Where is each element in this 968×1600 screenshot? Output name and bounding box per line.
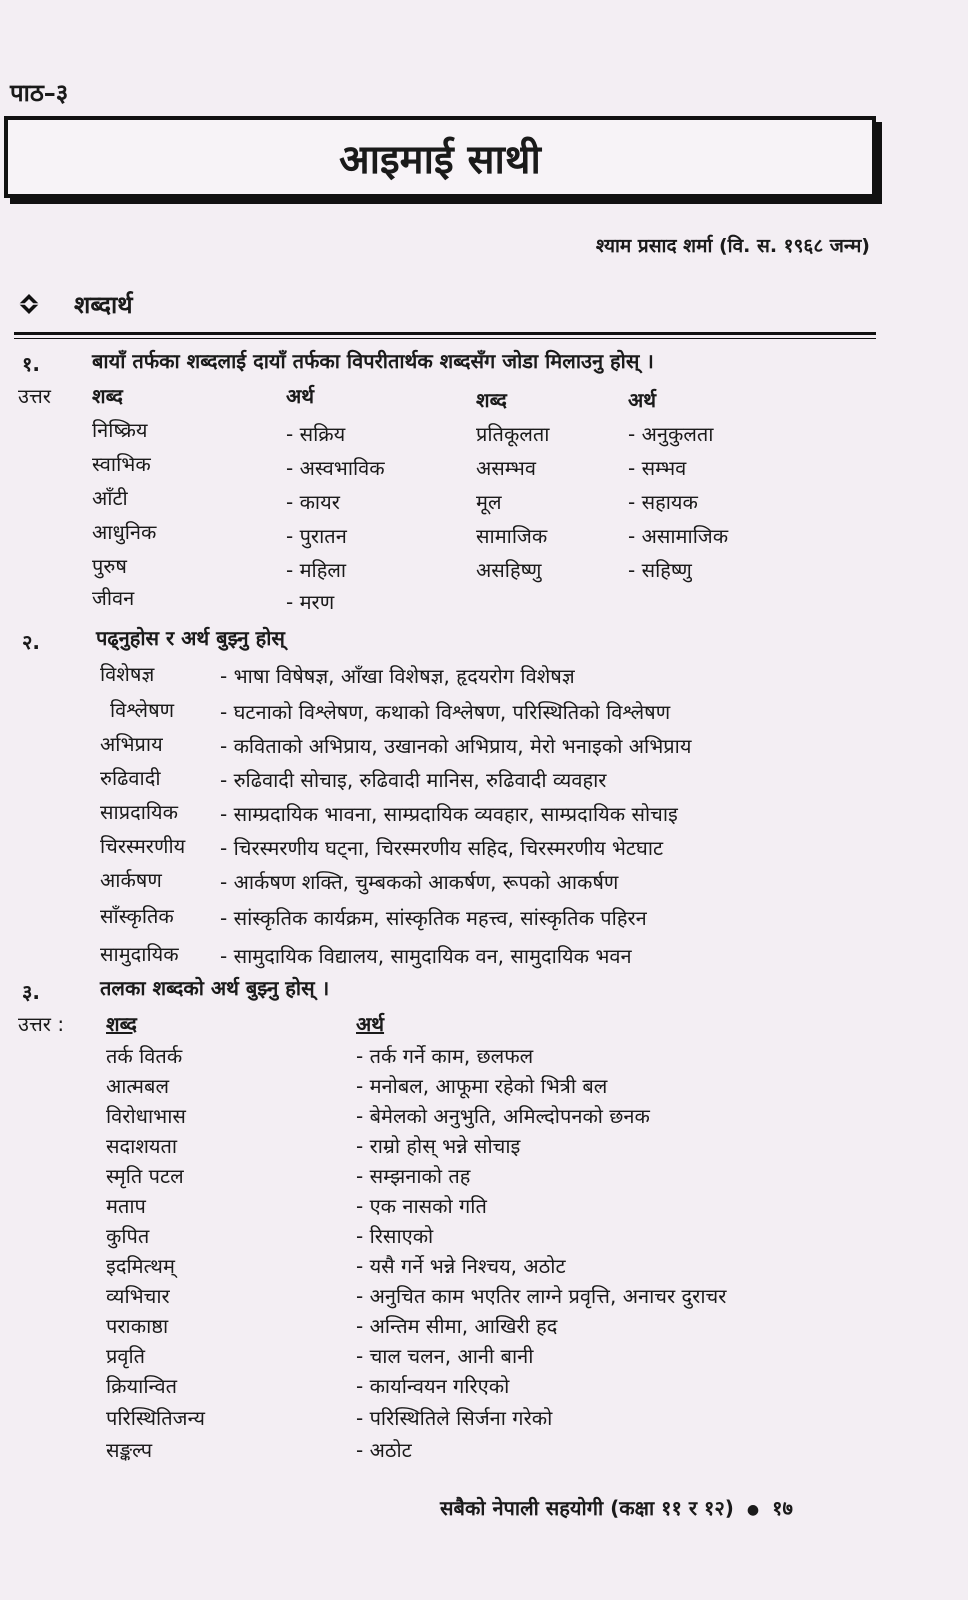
q1-answer-label: उत्तर — [18, 384, 51, 408]
section-rule-thin — [14, 338, 876, 339]
q2-word: चिरस्मरणीय — [100, 834, 186, 858]
q1-header-word-right: शब्द — [476, 388, 507, 412]
chapter-title: आइमाई साथी — [339, 137, 541, 183]
q3-meaning: - रिसाएको — [356, 1224, 434, 1248]
q2-question: पढ्नुहोस र अर्थ बुझ्नु होस् — [96, 626, 285, 650]
q3-word: प्रवृति — [106, 1344, 146, 1368]
q1-right-word: सामाजिक — [476, 524, 548, 548]
q2-word: अभिप्राय — [100, 732, 163, 756]
q3-word: सदाशयता — [106, 1134, 178, 1158]
q2-examples: - साम्प्रदायिक भावना, साम्प्रदायिक व्यवहार, साम्प्रदायिक सोचाइ — [220, 802, 678, 826]
q3-meaning: - तर्क गर्ने काम, छलफल — [356, 1044, 534, 1068]
q1-right-meaning: - असामाजिक — [628, 524, 729, 548]
q3-word: इदमित्थम् — [106, 1254, 175, 1278]
q2-word: रुढिवादी — [100, 766, 161, 790]
q1-header-meaning-right: अर्थ — [628, 388, 657, 412]
q3-meaning: - एक नासको गति — [356, 1194, 487, 1218]
q2-word: आर्कषण — [100, 868, 162, 892]
q1-left-word: जीवन — [92, 586, 135, 610]
q2-examples: - सांस्कृतिक कार्यक्रम, सांस्कृतिक महत्त्व, सांस्कृतिक पहिरन — [220, 906, 647, 930]
footer-page-number: १७ — [772, 1496, 793, 1520]
section-rule-thick — [14, 332, 876, 335]
q3-meaning: - कार्यान्वयन गरिएको — [356, 1374, 510, 1398]
q1-left-meaning: - पुरातन — [286, 524, 347, 548]
q3-word: आत्मबल — [106, 1074, 169, 1098]
q3-header-word: शब्द — [106, 1012, 137, 1036]
q3-word: कुपित — [106, 1224, 150, 1248]
q1-right-word: प्रतिकूलता — [476, 422, 550, 446]
q1-left-word: आँटी — [92, 486, 128, 510]
lesson-number: पाठ–३ — [10, 79, 69, 107]
footer-book-title: सबैको नेपाली सहयोगी (कक्षा ११ र १२) — [440, 1496, 734, 1520]
q1-right-word: असहिष्णु — [476, 558, 542, 582]
q2-examples: - भाषा विषेषज्ञ, आँखा विशेषज्ञ, हृदयरोग विशेषज्ञ — [220, 664, 575, 688]
q2-word: सामुदायिक — [100, 942, 179, 966]
q1-left-word: पुरुष — [92, 554, 127, 578]
q1-left-word: आधुनिक — [92, 520, 157, 544]
q3-word: परिस्थितिजन्य — [106, 1406, 205, 1430]
q2-examples: - घटनाको विश्लेषण, कथाको विश्लेषण, परिस्थितिको विश्लेषण — [220, 700, 671, 724]
q2-number: २. — [22, 630, 40, 654]
q3-meaning: - अन्तिम सीमा, आखिरी हद — [356, 1314, 558, 1338]
q1-left-meaning: - कायर — [286, 490, 340, 514]
q1-header-meaning-left: अर्थ — [286, 384, 315, 408]
diamond-bullet-icon — [18, 293, 40, 315]
q3-meaning: - बेमेलको अनुभुति, अमिल्दोपनको छनक — [356, 1104, 650, 1128]
q3-number: ३. — [22, 980, 40, 1004]
q3-meaning: - सम्झनाको तह — [356, 1164, 471, 1188]
q1-right-word: मूल — [476, 490, 502, 514]
q3-word: व्यभिचार — [106, 1284, 170, 1308]
q3-meaning: - परिस्थितिले सिर्जना गरेको — [356, 1406, 553, 1430]
q1-left-meaning: - सक्रिय — [286, 422, 346, 446]
q3-word: क्रियान्वित — [106, 1374, 177, 1398]
q2-examples: - रुढिवादी सोचाइ, रुढिवादी मानिस, रुढिवादी व्यवहार — [220, 768, 607, 792]
footer-dot-icon: ● — [746, 1501, 760, 1518]
q1-left-word: निष्क्रिय — [92, 418, 148, 442]
q3-word: तर्क वितर्क — [106, 1044, 183, 1068]
q3-word: विरोधाभास — [106, 1104, 186, 1128]
author-line: श्याम प्रसाद शर्मा (वि. स. १९६८ जन्म) — [595, 235, 870, 257]
q1-left-meaning: - महिला — [286, 558, 347, 582]
q3-meaning: - अठोट — [356, 1438, 412, 1462]
page-footer — [440, 1494, 793, 1521]
q1-question: बायाँ तर्फका शब्दलाई दायाँ तर्फका विपरीतार्थक शब्दसँग जोडा मिलाउनु होस् । — [92, 349, 654, 373]
q3-word: स्मृति पटल — [106, 1164, 184, 1188]
q2-examples: - आर्कषण शक्ति, चुम्बकको आकर्षण, रूपको आकर्षण — [220, 870, 619, 894]
q3-word: मताप — [106, 1194, 146, 1218]
q1-right-meaning: - सहिष्णु — [628, 558, 692, 582]
q1-right-meaning: - अनुकुलता — [628, 422, 714, 446]
q2-word: साँस्कृतिक — [100, 904, 174, 928]
q1-left-meaning: - अस्वभाविक — [286, 456, 385, 480]
q3-word: सङ्कल्प — [106, 1438, 153, 1462]
q3-meaning: - यसै गर्ने भन्ने निश्चय, अठोट — [356, 1254, 566, 1278]
q2-word: विशेषज्ञ — [100, 662, 155, 686]
q1-number: १. — [22, 352, 40, 376]
q2-examples: - कविताको अभिप्राय, उखानको अभिप्राय, मेरो भनाइको अभिप्राय — [220, 734, 692, 758]
q2-examples: - चिरस्मरणीय घट्ना, चिरस्मरणीय सहिद, चिरस्मरणीय भेटघाट — [220, 836, 664, 860]
q1-left-meaning: - मरण — [286, 590, 335, 614]
section-title: शब्दार्थ — [74, 291, 133, 319]
q3-meaning: - अनुचित काम भएतिर लाग्ने प्रवृत्ति, अनाचर दुराचर — [356, 1284, 727, 1308]
q3-meaning: - मनोबल, आफूमा रहेको भित्री बल — [356, 1074, 608, 1098]
q3-meaning: - राम्रो होस् भन्ने सोचाइ — [356, 1134, 521, 1158]
q3-question: तलका शब्दको अर्थ बुझ्नु होस् । — [100, 976, 330, 1000]
title-box — [4, 116, 876, 198]
q2-word: विश्लेषण — [110, 698, 175, 722]
q3-meaning: - चाल चलन, आनी बानी — [356, 1344, 534, 1368]
q3-word: पराकाष्ठा — [106, 1314, 169, 1338]
q2-word: साप्रदायिक — [100, 800, 179, 824]
q1-right-meaning: - सम्भव — [628, 456, 687, 480]
q1-right-word: असम्भव — [476, 456, 536, 480]
q3-answer-label: उत्तर : — [18, 1012, 65, 1036]
q3-header-meaning: अर्थ — [356, 1012, 385, 1036]
q1-right-meaning: - सहायक — [628, 490, 698, 514]
q2-examples: - सामुदायिक विद्यालय, सामुदायिक वन, सामुदायिक भवन — [220, 944, 632, 968]
q1-header-word-left: शब्द — [92, 384, 123, 408]
q1-left-word: स्वाभिक — [92, 452, 151, 476]
